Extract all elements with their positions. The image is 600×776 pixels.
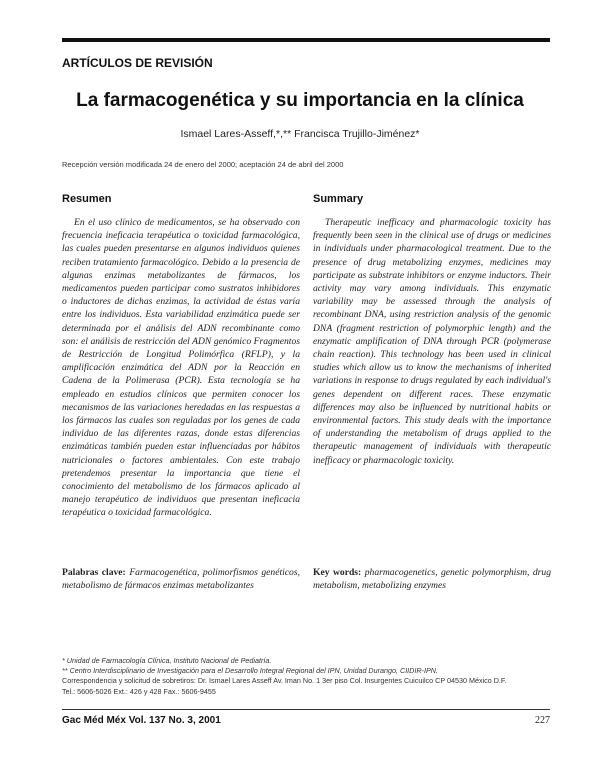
summary-abstract xyxy=(313,216,551,467)
summary-body: Therapeutic inefficacy and pharmacologic toxicity has frequently been seen in the clinical use of drugs or medicines in individuals under pharmacological treatment. Due to the presence of drug metabolizing enzymes, medicines may participate as substrate inhibitors or enzyme inductors. Their activity may vary among individuals. This enzymatic variability may be assessed through the analysis of recombinant DNA, using restriction analysis of the genomic DNA (fragment restriction of polymorphic length) and the enzymatic amplification of DNA through PCR (polymerase chain reaction). This technology has been used in clinical studies which allow us to know the mechanisms of inherited variations in response to drugs regulated by each individual's genes dependent on different races. These enzymatic differences may also be influenced by nutritional habits or environmental factors. This study deals with the importance of understanding the metabolism of drugs applied to the therapeutic management of individuals with therapeutic inefficacy or pharmacologic toxicity. xyxy=(313,217,551,466)
summary-keywords xyxy=(313,566,551,592)
resumen-keywords xyxy=(62,566,300,592)
article-title: La farmacogenética y su importancia en la clínica xyxy=(76,90,524,111)
received-date: Recepción versión modificada 24 de enero del 2000; aceptación 24 de abril del 2000 xyxy=(62,160,344,169)
journal-citation: Gac Méd Méx Vol. 137 No. 3, 2001 xyxy=(62,715,221,726)
footnotes xyxy=(62,656,550,697)
resumen-heading: Resumen xyxy=(62,193,112,205)
resumen-keywords-label: Palabras clave: xyxy=(62,567,126,578)
summary-keywords-value: pharmacogenetics, genetic polymorphism, drug metabolism, metabolizing enzymes xyxy=(313,567,551,592)
section-label: ARTÍCULOS DE REVISIÓN xyxy=(62,56,213,70)
summary-keywords-label: Key words: xyxy=(313,567,362,578)
footnote-affiliation-2: ** Centro Interdisciplinario de Investigación para el Desarrollo Integral Regional del IPN, Unidad Durango, CIIDIR-IPN. xyxy=(62,666,438,676)
page-number: 227 xyxy=(535,715,550,726)
footnote-phone: Tel.: 5606-5026 Ext.: 426 y 428 Fax.: 5606-9455 xyxy=(62,686,216,696)
resumen-abstract xyxy=(62,216,300,520)
footnote-affiliation-1: * Unidad de Farmacología Clínica, Instituto Nacional de Pediatría. xyxy=(62,656,272,665)
footer-rule xyxy=(62,709,550,710)
summary-heading: Summary xyxy=(313,193,364,205)
header-rule xyxy=(62,38,550,42)
article-authors: Ismael Lares-Asseff,*,** Francisca Trujillo-Jiménez* xyxy=(180,128,420,140)
footnote-correspondence: Correspondencia y solicitud de sobretiros: Dr. Ismael Lares Asseff Av. Iman No. 1 3er piso Col. Insurgentes Cuicuilco CP 04530 México D.F. xyxy=(62,676,507,686)
resumen-keywords-value: Farmacogenética, polimorfismos genéticos, metabolismo de fármacos enzimas metabolizantes xyxy=(62,567,300,592)
resumen-body: En el uso clínico de medicamentos, se ha observado con frecuencia ineficacia terapéutica o toxicidad farmacológica, las cuales pueden presentarse en algunos individuos quienes reciben tratamiento farmacológico. Debido a la presencia de algunas enzimas metabolizantes de fármacos, los medicamentos pueden participar como sustratos inhibidores o inductores de dichas enzimas, la actividad de éstas varía entre los individuos. Esta variabilidad enzimática puede ser determinada por el análisis del ADN recombinante como son: el análisis de restricción del ADN genómico Fragmentos de Restricción de Longitud Polimórfica (RFLP), y la amplificación enzimática del ADN por la Reacción en Cadena de la Polimerasa (PCR). Esta tecnología se ha empleado en estudios clínicos que permiten conocer los mecanismos de las variaciones heredadas en las respuestas a los fármacos las cuales son reguladas por los genes de cada individuo de las diferentes razas, donde estas diferencias enzimáticas también pueden estar influenciadas por hábitos nutricionales o factores ambientales. Con este trabajo pretendemos presentar la importancia que tiene el conocimiento del metabolismo de los fármacos aplicado al manejo terapéutico de individuos que presentan ineficacia terapéutica o toxicidad farmacológica. xyxy=(62,217,300,519)
